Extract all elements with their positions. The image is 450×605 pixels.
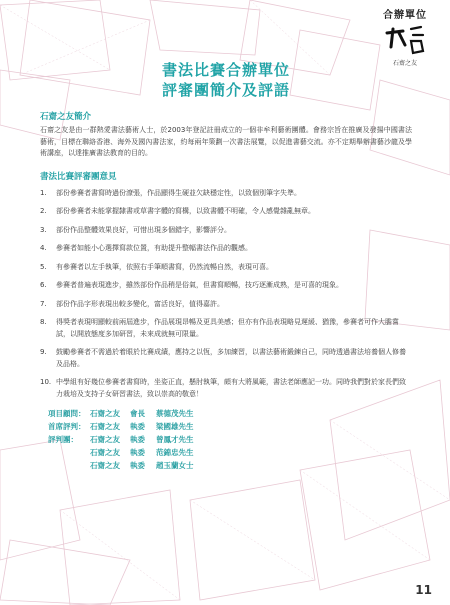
list-item: 3. 部份作品整體效果良好，可惜出現多個錯字，影響評分。 — [40, 225, 231, 234]
list-item: 9. 鼓勵參賽者不需過於着眼於比賽成績，應持之以恆，多加練習，以書法藝術鍛鍊自己，同時透過書法培養個人修養及品格。 — [40, 348, 406, 368]
credit-row: 評判團： 石齋之友 執委 曾鳳才先生 — [48, 435, 194, 444]
logo-name: 石齋之友 — [392, 60, 417, 67]
intro-text: 石齋之友是由一群熱愛書法藝術人士，於2003年登記註冊成立的一個非牟利藝術團體。會務宗旨在推廣及發揚中國書法藝術，目標在聯絡香港、海外及國內書法家，約每兩年策劃一次書法展覽，以促進書藝交流。亦不定期舉辦書藝沙龍及學術講座，以達推廣書法教育的目的。 — [40, 126, 412, 157]
organizer-logo — [370, 6, 440, 67]
comments-list — [40, 188, 412, 401]
credit-row: 首席評判： 石齋之友 執委 梁國雄先生 — [48, 422, 194, 431]
list-item: 10. 中學組有好幾位參賽者書寫時，坐姿正直，懸肘執筆，頗有大將風範，書法老師應記一功。同時我們對於家長們致力栽培及支持子女研習書法，致以崇高的敬意！ — [40, 378, 406, 398]
list-item: 6. 參賽者普遍表現進步，雖然部份作品稍是俗氣，但書寫順暢，技巧逐漸成熟，是可喜的現象。 — [40, 281, 343, 289]
organizer-label: 合辦單位 — [383, 10, 427, 21]
list-item: 5. 有參賽者以左手執筆，依照右手筆順書寫，仍然流暢自然，表現可喜。 — [40, 262, 273, 271]
logo-mark-icon — [383, 23, 427, 57]
list-item: 2. 部份參賽者未能掌握隸書或草書字體的寫構，以致書體不明確，令人感覺雜亂無章。 — [40, 207, 315, 215]
page-number: 11 — [415, 583, 432, 597]
credits — [48, 407, 412, 472]
main-content — [40, 60, 412, 472]
list-item: 7. 部份作品字形表現出較多變化，富活良好，值得嘉許。 — [40, 299, 224, 308]
credit-row: 石齋之友 執委 范錦忠先生 — [90, 448, 194, 457]
credit-row: 石齋之友 執委 趙玉蘭女士 — [90, 461, 194, 470]
page-title-line2: 評審團簡介及評語 — [161, 81, 290, 99]
list-item: 1. 部份參賽者書寫時過份潦張，作品顯得生硬並欠缺穩定性，以致個別筆字失準。 — [40, 188, 301, 197]
list-item: 8. 得獎者表現明顯較前兩屆進步，作品展現昂暢及更具美感；但亦有作品表現略見遲緩、猶豫，參賽者可作大膽嘗試，以開放態度多加研習，未來成就無可限量。 — [40, 318, 399, 338]
page-title-line1: 書法比賽合辦單位 — [161, 61, 290, 79]
page-title — [40, 60, 412, 100]
credit-row: 項目顧問： 石齋之友 會長 蔡德茂先生 — [48, 409, 194, 418]
list-item: 4. 參賽者如能小心選擇寫款位置，有助提升整幅書法作品的觀感。 — [40, 244, 252, 252]
comments-heading: 書法比賽評審團意見 — [40, 171, 117, 182]
intro-heading: 石齋之友簡介 — [40, 112, 92, 122]
